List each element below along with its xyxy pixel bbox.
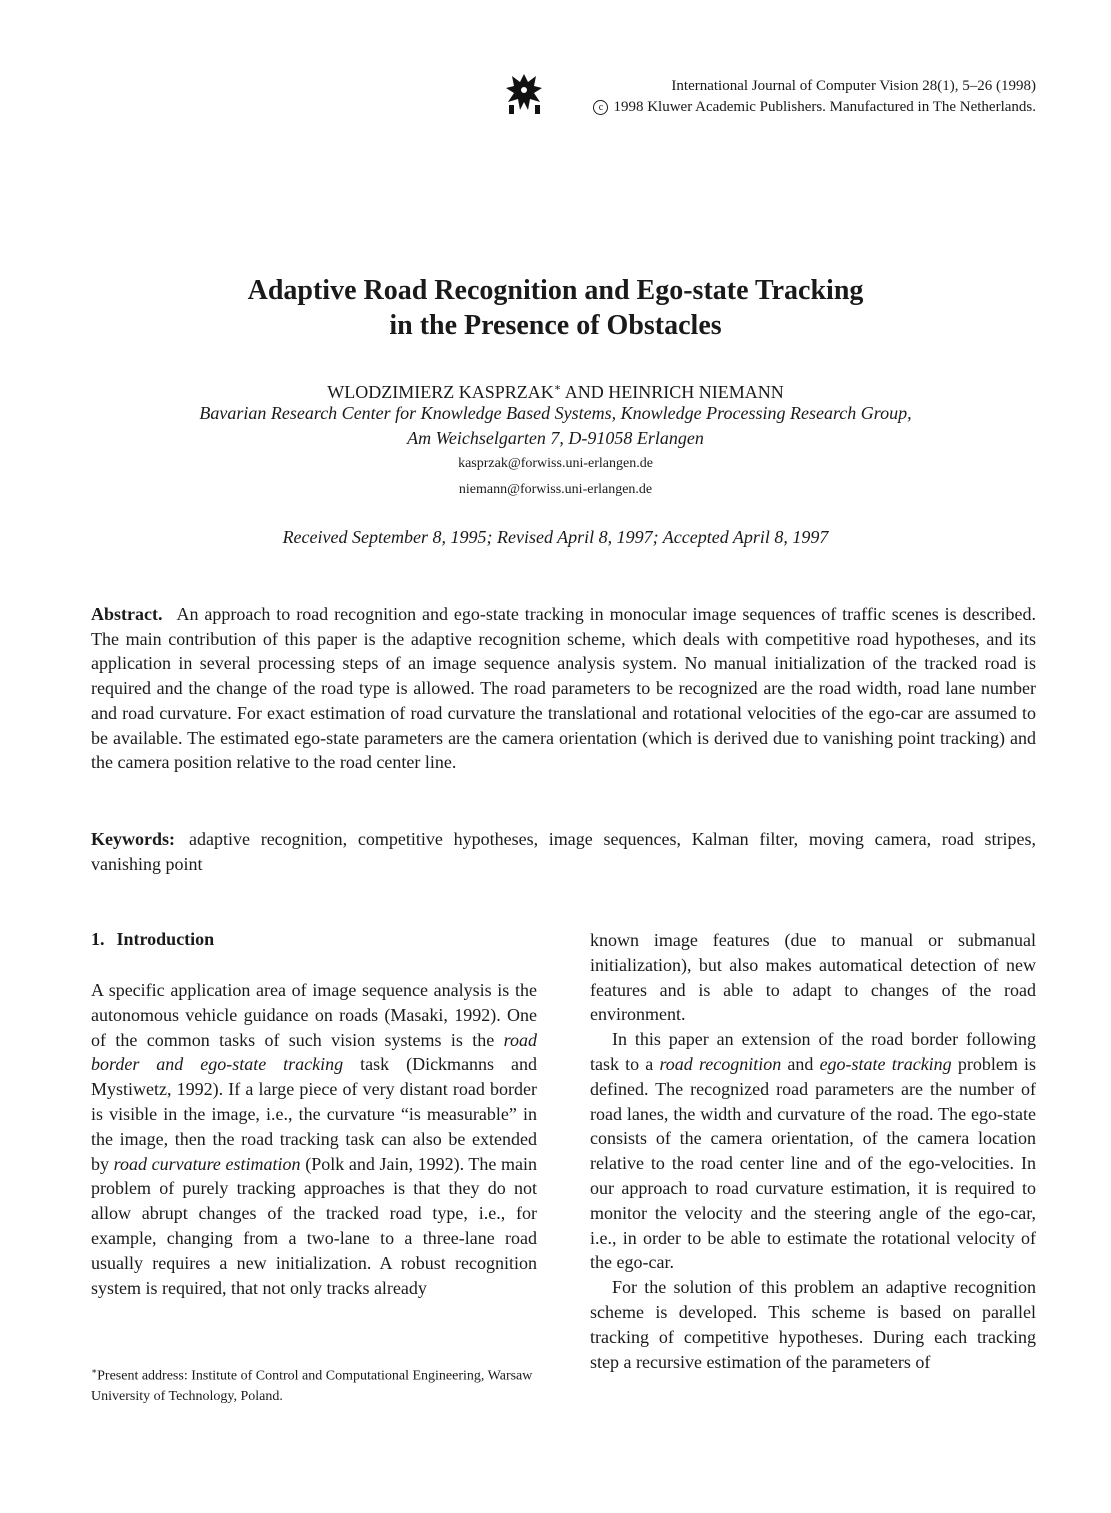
intro-paragraph-1 xyxy=(91,978,537,1300)
title-line-1: Adaptive Road Recognition and Ego-state Tracking xyxy=(247,275,864,306)
section-heading xyxy=(91,929,226,950)
footnote-text: Present address: Institute of Control and Computational Engineering, Warsaw University of Technology, Poland. xyxy=(91,1368,533,1404)
keywords xyxy=(91,827,1036,876)
text-run: problem is defined. The recognized road parameters are the number of road lanes, the width and curvature of the road. The ego-state consists of the camera orientation, of the camera location relative to the road center line and of the ego-velocities. In our approach to road curvature estimation, it is required to monitor the velocity and the steering angle of the ego-car, i.e., in order to be able to estimate the rotational velocity of the ego-car. xyxy=(590,1053,1036,1273)
copyright-text: 1998 Kluwer Academic Publishers. Manufactured in The Netherlands. xyxy=(613,99,1036,115)
copyright-icon: c xyxy=(593,100,608,115)
author-1: WLODZIMIERZ KASPRZAK xyxy=(327,382,554,402)
email-1: kasprzak@forwiss.uni-erlangen.de xyxy=(458,456,653,471)
copyright-line xyxy=(593,97,1036,118)
paper-title xyxy=(0,273,1111,343)
affiliation-line-1: Bavarian Research Center for Knowledge Based Systems, Knowledge Processing Research Group, xyxy=(199,403,912,423)
abstract xyxy=(91,602,1036,775)
text-run: task (Dickmanns and Mystiwetz, 1992). If a large piece of very distant road border is visible in the image, i.e., the curvature “is measurable” in the image, then the road tracking task can also be extended by xyxy=(91,1054,538,1174)
emphasis: road recognition xyxy=(659,1053,782,1074)
keywords-label: Keywords: xyxy=(91,829,175,849)
abstract-label: Abstract. xyxy=(91,604,163,624)
right-column xyxy=(590,928,1036,1374)
received-dates: Received September 8, 1995; Revised April 8, 1997; Accepted April 8, 1997 xyxy=(282,527,829,547)
text-run: and xyxy=(781,1053,820,1074)
author-list xyxy=(0,376,1111,404)
emphasis: ego-state tracking xyxy=(819,1053,952,1074)
emphasis: road curvature estimation xyxy=(113,1153,301,1174)
abstract-text: An approach to road recognition and ego-state tracking in monocular image sequences of traffic scenes is described. The main contribution of this paper is the adaptive recognition scheme, which deals with competitive road hypotheses, and its application in several processing steps of an image sequence analysis system. No manual initialization of the tracked road is required and the change of the road type is allowed. The road parameters to be recognized are the road width, road lane number and road curvature. For exact estimation of road curvature the translational and rotational velocities of the ego-car are assumed to be available. The estimated ego-state parameters are the camera orientation (which is derived due to vanishing point tracking) and the camera position relative to the road center line. xyxy=(91,604,1036,773)
journal-header xyxy=(593,76,1036,118)
affiliation-line-2: Am Weichselgarten 7, D-91058 Erlangen xyxy=(407,428,704,448)
author-footnote-mark: ∗ xyxy=(553,382,562,394)
section-number: 1. xyxy=(91,929,105,949)
text-run: In this paper an extension of the road border following task to a xyxy=(590,1029,1036,1074)
keywords-text: adaptive recognition, competitive hypotheses, image sequences, Kalman filter, moving camera, road stripes, vanishing point xyxy=(91,829,1036,874)
footnote-mark: ∗ xyxy=(91,1366,98,1376)
title-line-2: in the Presence of Obstacles xyxy=(389,310,722,341)
left-column xyxy=(91,978,537,1300)
intro-paragraph-3 xyxy=(590,1027,1036,1275)
author-2: AND HEINRICH NIEMANN xyxy=(561,382,784,402)
section-title: Introduction xyxy=(116,929,215,949)
intro-paragraph-4: For the solution of this problem an adaptive recognition scheme is developed. This scheme is based on parallel tracking of competitive hypotheses. During each tracking step a recursive estimation of the parameters of xyxy=(590,1277,1036,1372)
text-run: A specific application area of image sequence analysis is the autonomous vehicle guidance on roads (Masaki, 1992). One of the common tasks of such vision systems is the xyxy=(91,980,537,1050)
emphasis: road border and ego-state tracking xyxy=(91,1029,537,1075)
text-run: (Polk and Jain, 1992). The main problem of purely tracking approaches is that they do not allow abrupt changes of the tracked road type, i.e., for example, changing from a two-lane to a three-lane road usually requires a new initialization. A robust recognition system is required, that not only tracks already xyxy=(91,1153,537,1298)
footnote xyxy=(91,1361,537,1407)
intro-paragraph-2: known image features (due to manual or submanual initialization), but also makes automatical detection of new features and is able to adapt to changes of the road environment. xyxy=(590,930,1036,1025)
affiliation xyxy=(0,401,1111,451)
journal-citation: International Journal of Computer Vision 28(1), 5–26 (1998) xyxy=(671,78,1036,94)
publisher-logo xyxy=(505,72,543,116)
email-2: niemann@forwiss.uni-erlangen.de xyxy=(458,482,653,497)
